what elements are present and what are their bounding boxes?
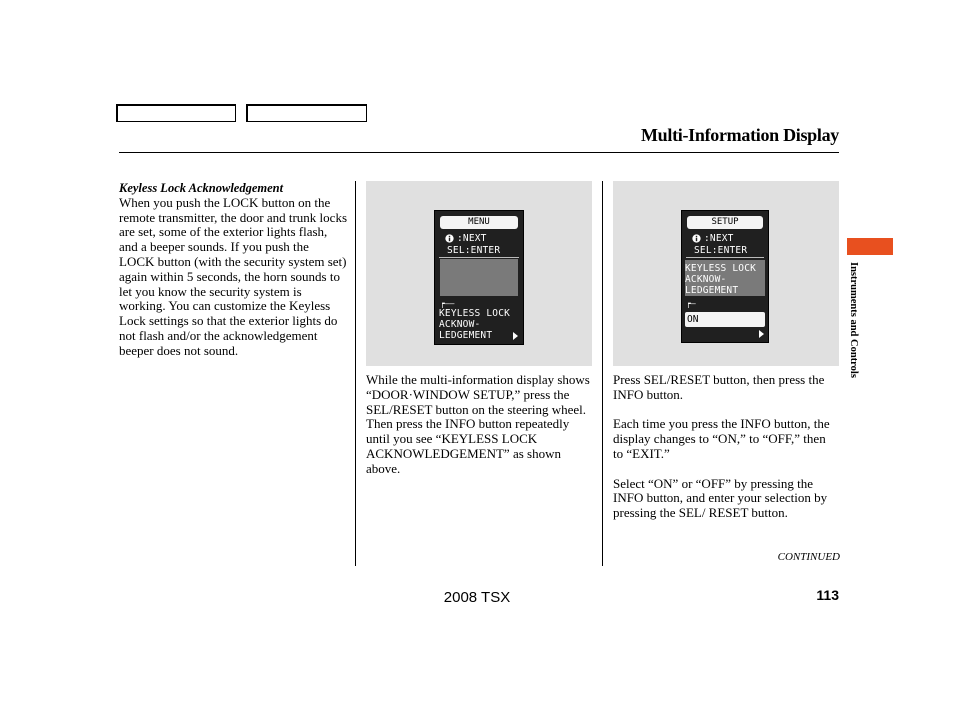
lcd-next-text: :NEXT xyxy=(704,233,734,244)
header-rule xyxy=(119,152,839,153)
page-title: Multi-Information Display xyxy=(640,125,839,145)
continued-label: CONTINUED xyxy=(777,551,840,563)
lcd-item-3: LEDGEMENT xyxy=(439,330,493,341)
lcd-separator xyxy=(686,257,764,258)
lcd-screen xyxy=(434,210,524,345)
column-divider-1 xyxy=(355,181,356,566)
section-heading: Keyless Lock Acknowledgement xyxy=(119,181,284,195)
section-tab-marker xyxy=(847,238,893,255)
lcd-enter-line: SEL:ENTER xyxy=(447,245,501,256)
lcd-blank-panel xyxy=(440,259,518,296)
lcd-item-2: ACKNOW- xyxy=(439,319,481,330)
instructions-body: While the multi-information display shows “DOOR·WINDOW SETUP,” press the SEL/RESET button on the steering wheel. Then press the INFO button repeatedly until you see “KEYLESS LOCK ACKNOWLEDGEMENT” as shown above. xyxy=(366,372,590,476)
info-icon xyxy=(445,234,454,243)
lcd-option-on: ON xyxy=(685,312,765,327)
column-selection xyxy=(613,373,839,521)
page-number: 113 xyxy=(816,587,839,603)
lcd-item-1: KEYLESS LOCK xyxy=(685,263,757,274)
footer-model: 2008 TSX xyxy=(443,589,511,606)
lcd-top-label: SETUP xyxy=(687,216,763,229)
header-tab-box-right xyxy=(246,104,367,122)
side-section-label-text: Instruments and Controls xyxy=(848,262,859,378)
side-section-label xyxy=(845,262,859,412)
column-divider-2 xyxy=(602,181,603,566)
column-instructions xyxy=(366,373,596,477)
header-tab-box-left xyxy=(116,104,236,122)
column-keyless-lock xyxy=(119,181,347,359)
lcd-dashes: ┍— xyxy=(686,299,696,308)
figure-menu-display xyxy=(366,181,592,366)
selection-p3: Select “ON” or “OFF” by pressing the INFO button, and enter your selection by pressing the SEL/ RESET button. xyxy=(613,475,828,521)
figure-setup-display xyxy=(613,181,839,366)
selection-p2: Each time you press the INFO button, the display changes to “ON,” to “OFF,” then to “EXIT.” xyxy=(613,416,830,461)
right-triangle-icon xyxy=(759,330,764,338)
info-icon xyxy=(692,234,701,243)
lcd-item-1: KEYLESS LOCK xyxy=(439,308,511,319)
lcd-next-text: :NEXT xyxy=(457,233,487,244)
lcd-item-2: ACKNOW- xyxy=(685,274,727,285)
lcd-enter-line: SEL:ENTER xyxy=(694,245,748,256)
lcd-next-line xyxy=(457,233,487,244)
selection-p1: Press SEL/RESET button, then press the INFO button. xyxy=(613,372,825,402)
lcd-separator xyxy=(439,257,519,258)
lcd-next-line xyxy=(704,233,734,244)
right-triangle-icon xyxy=(513,332,518,340)
lcd-top-label: MENU xyxy=(440,216,518,229)
lcd-dashes: ┍—— xyxy=(440,299,455,308)
lcd-item-3: LEDGEMENT xyxy=(685,285,739,296)
section-body: When you push the LOCK button on the remote transmitter, the door and trunk locks are set, some of the exterior lights flash, and a beeper sounds. If you push the LOCK button (with the security system set) again within 5 seconds, the horn sounds to let you know the security system is working. You can customize the Keyless Lock settings so that the exterior lights do not flash and/or the acknowledgement beeper does not sound. xyxy=(119,194,348,358)
lcd-screen xyxy=(681,210,769,343)
